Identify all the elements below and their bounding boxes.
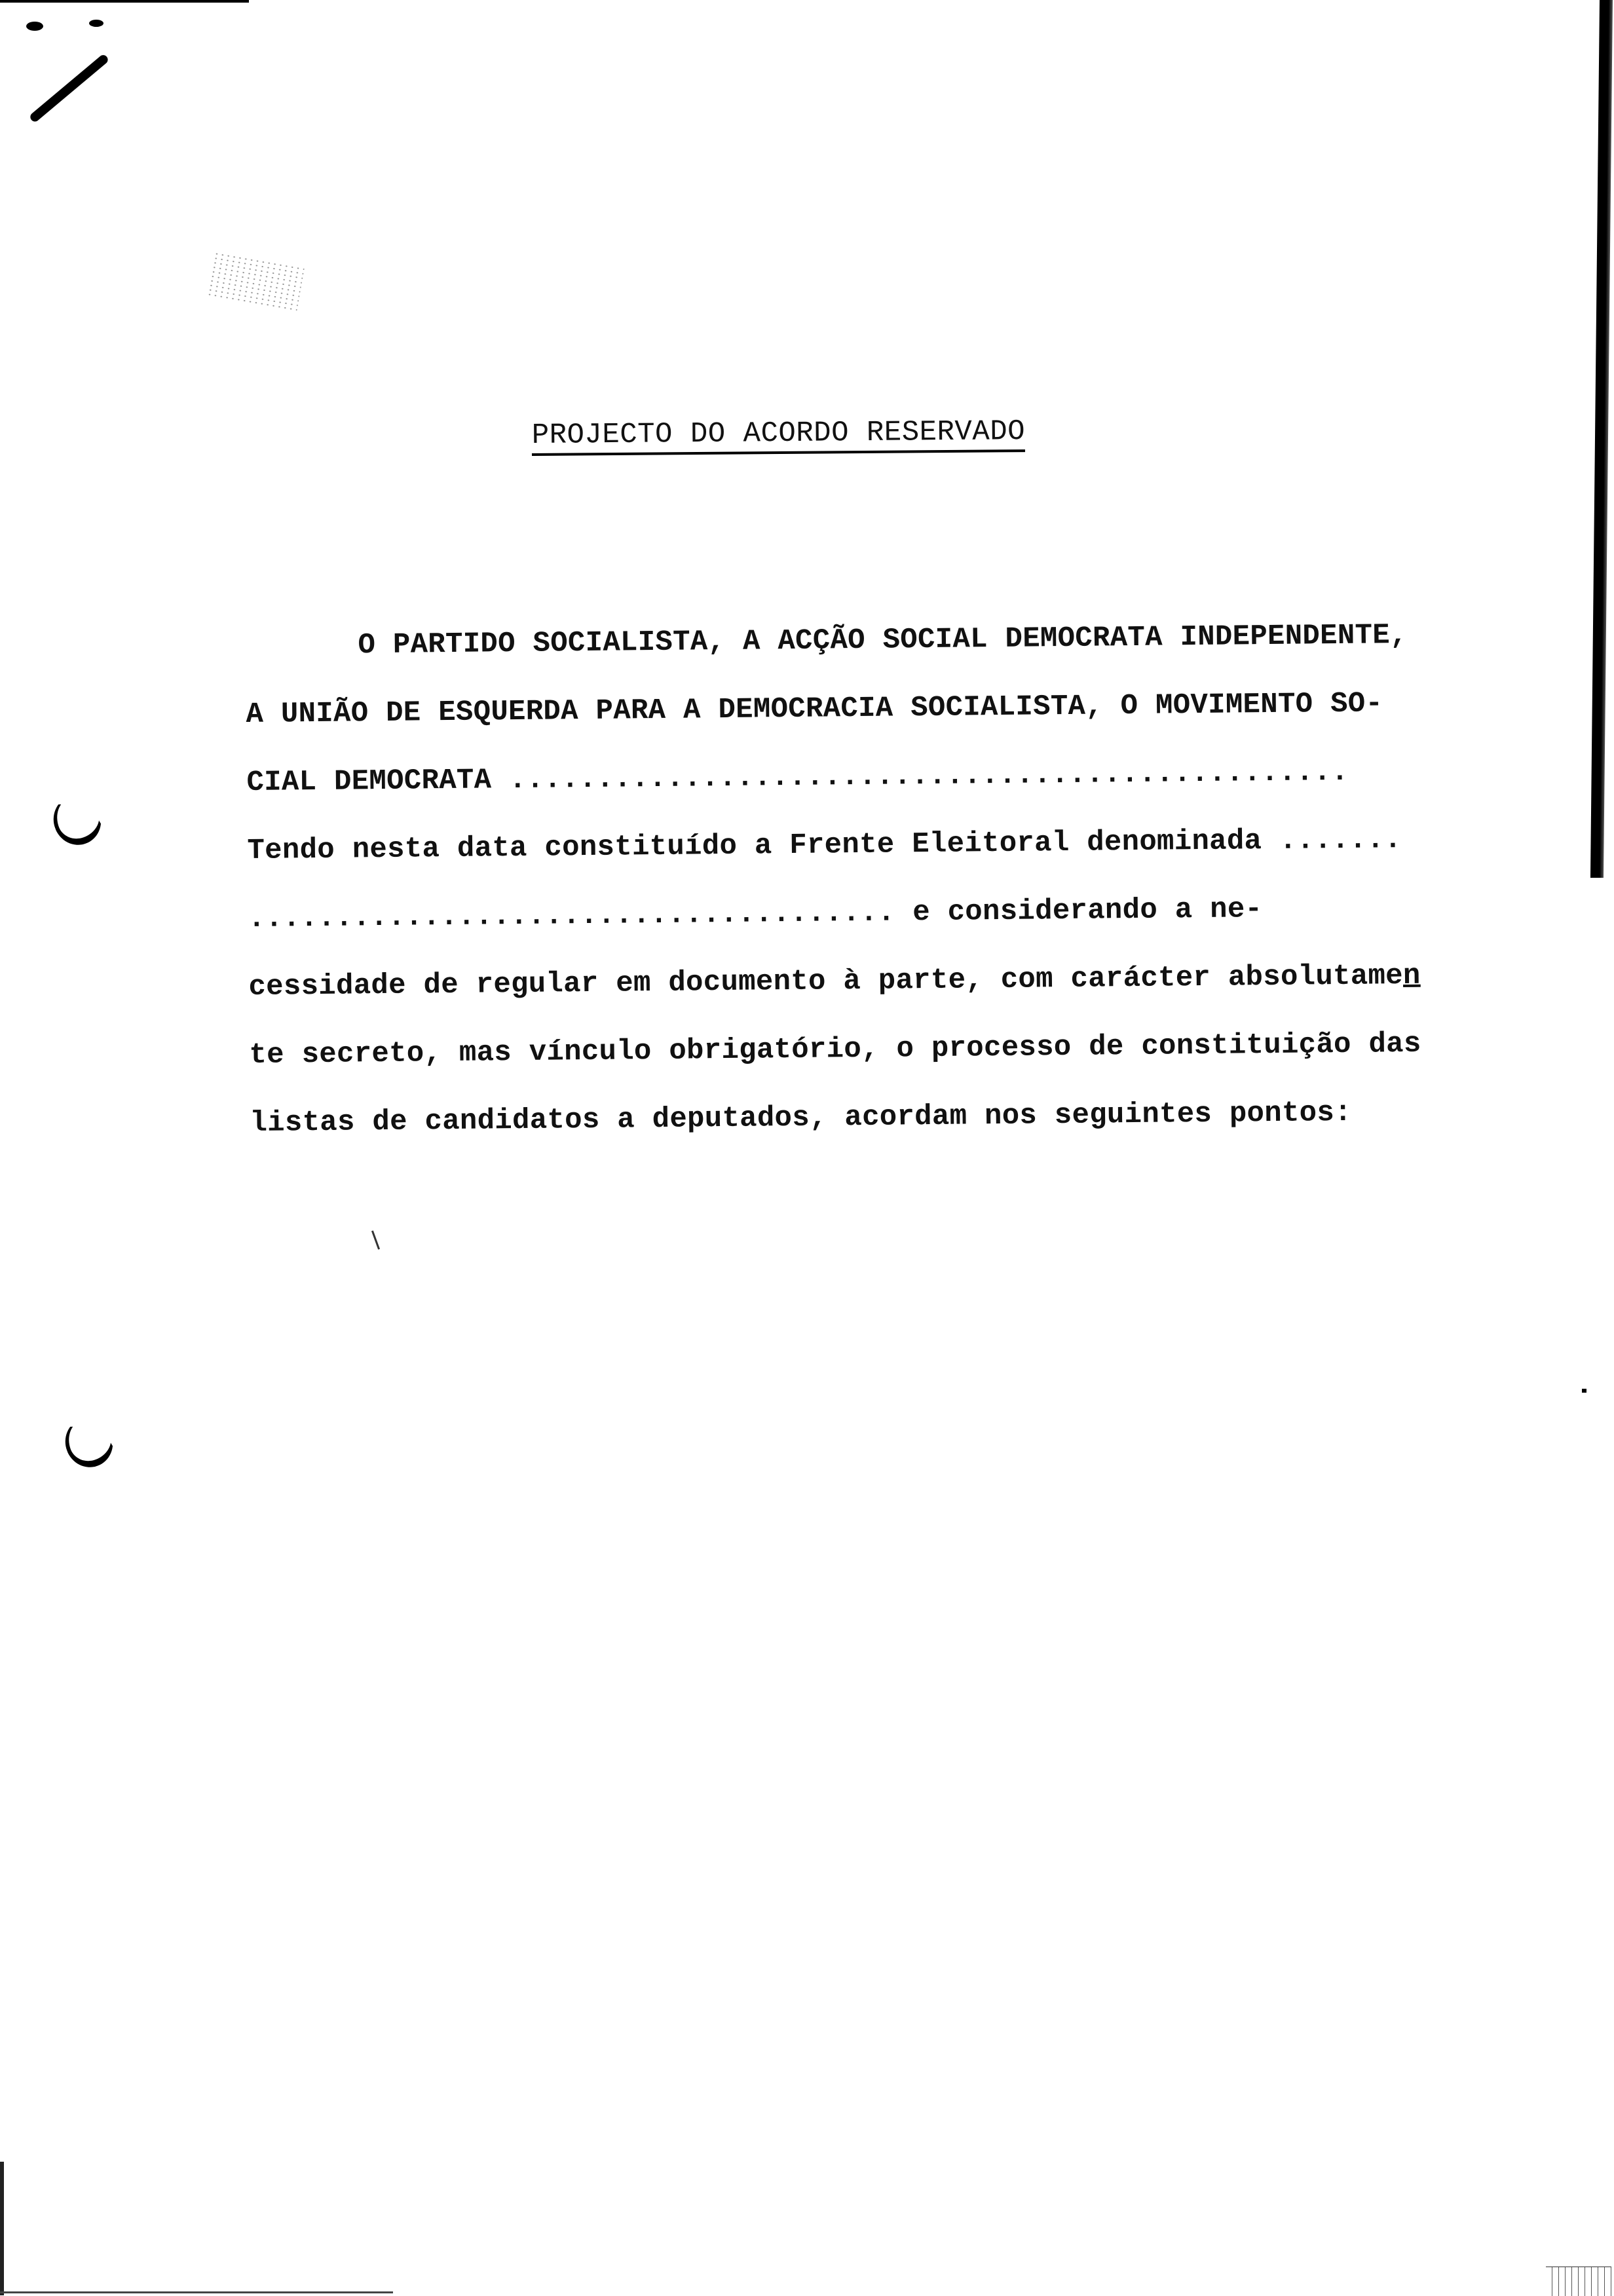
text-line: A UNIÃO DE ESQUERDA PARA A DEMOCRACIA SOCIALISTA, O MOVIMENTO SO- xyxy=(246,687,1383,731)
document-title: PROJECTO DO ACORDO RESERVADO xyxy=(532,415,1026,456)
scan-corner-marks xyxy=(1546,2267,1611,2296)
text-line xyxy=(248,941,1572,1021)
stray-mark xyxy=(1582,1389,1586,1393)
scan-top-edge xyxy=(0,0,249,3)
scan-speckle xyxy=(206,251,305,312)
agreement-preamble xyxy=(245,600,1573,1157)
text-line: CIAL DEMOCRATA ................................................ xyxy=(246,755,1349,799)
text-line: O PARTIDO SOCIALISTA, A ACÇÃO SOCIAL DEMOCRATA INDEPENDENTE, xyxy=(358,618,1408,662)
text-line-main: cessidade de regular em documento à parte, com carácter absolutame xyxy=(248,960,1404,1004)
punch-hole-icon xyxy=(58,1411,120,1474)
scan-left-edge-shadow xyxy=(0,2162,4,2295)
stray-mark xyxy=(371,1230,380,1249)
text-line: te secreto, mas vínculo obrigatório, o processo de constituição das xyxy=(249,1027,1421,1072)
text-line: listas de candidatos a deputados, acordam nos seguintes pontos: xyxy=(250,1096,1353,1140)
pen-stroke-mark xyxy=(29,53,110,123)
scan-right-edge-shadow xyxy=(1590,0,1613,878)
underlined-hyphen-char: n xyxy=(1402,959,1421,993)
text-line: Tendo nesta data constituído a Frente Eleitoral denominada ....... xyxy=(247,823,1402,867)
scan-bottom-edge xyxy=(0,2291,393,2293)
ink-spot xyxy=(89,20,103,27)
ink-spot xyxy=(26,22,43,31)
text-line: ..................................... e considerando a ne- xyxy=(248,893,1263,935)
punch-hole-icon xyxy=(47,789,108,852)
